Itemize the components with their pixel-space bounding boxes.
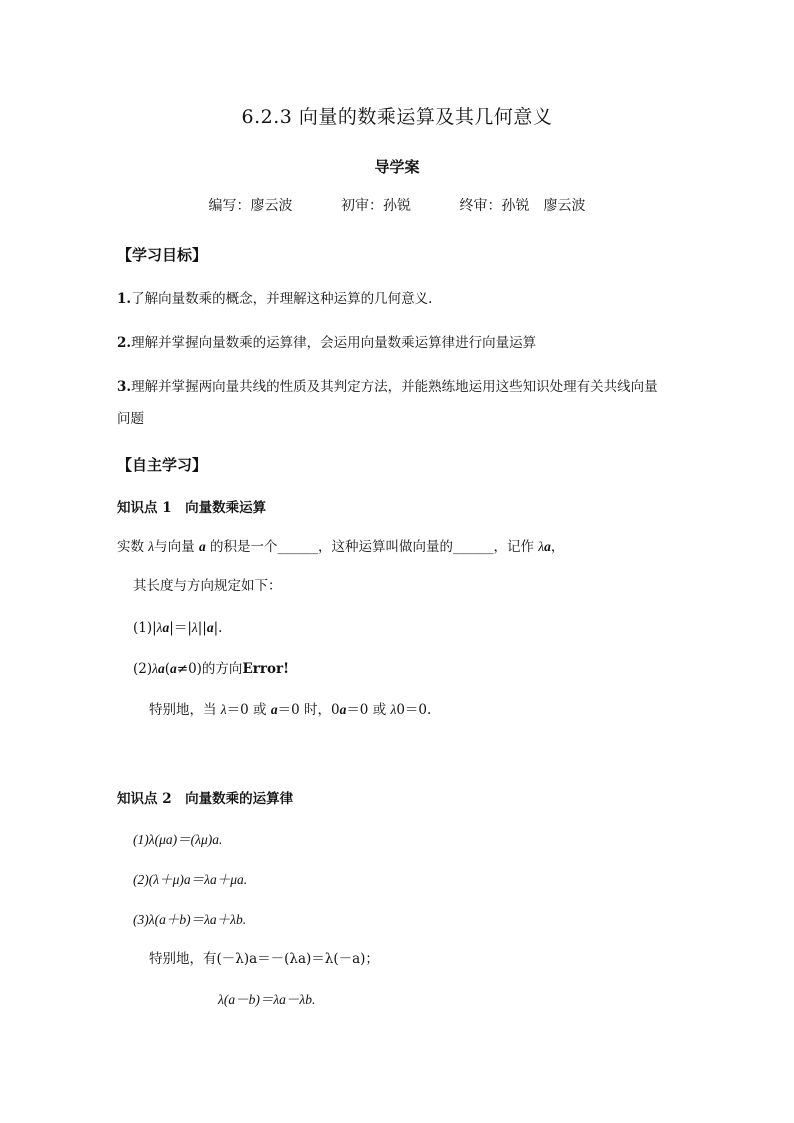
law-2: (2)(λ＋μ)a＝λa＋μa. <box>133 872 248 887</box>
law-special-2: λ(a－b)＝λa－λb. <box>218 992 316 1007</box>
goal-item-2: 2.理解并掌握向量数乘的运算律，会运用向量数乘运算律进行向量运算 <box>117 335 537 351</box>
point1-definition: 实数 λ与向量 a 的积是一个______，这种运算叫做向量的______，记作 λa， <box>117 539 565 555</box>
page-subtitle: 导学案 <box>374 158 420 176</box>
law-1: (1)λ(μa)＝(λμ)a. <box>133 832 223 847</box>
point1-rule-direction: (2)λa(a≠0)的方向Error! <box>133 661 289 677</box>
authors-line <box>0 199 794 213</box>
point1-special-case: 特别地，当 λ＝0 或 a＝0 时，0a＝0 或 λ0＝0. <box>149 702 432 718</box>
law-special-1: 特别地，有(－λ)a＝－(λa)＝λ(－a)； <box>149 951 379 967</box>
author-first-review: 初审：孙锐 <box>341 198 411 214</box>
knowledge-point-1-title: 知识点 1 向量数乘运算 <box>117 500 267 516</box>
page-title: 6.2.3 向量的数乘运算及其几何意义 <box>241 106 553 128</box>
author-final-review: 终审：孙锐 廖云波 <box>459 198 586 214</box>
goals-heading: 【学习目标】 <box>117 246 208 264</box>
goal-item-3-continued: 问题 <box>117 411 144 427</box>
knowledge-point-2-title: 知识点 2 向量数乘的运算律 <box>117 791 294 807</box>
self-study-heading: 【自主学习】 <box>117 456 208 474</box>
point1-rule-length: (1)|λa|＝|λ||a|. <box>133 620 223 636</box>
author-writer: 编写：廖云波 <box>208 198 293 214</box>
goal-item-1: 1.了解向量数乘的概念，并理解这种运算的几何意义. <box>117 291 433 307</box>
goal-item-3: 3.理解并掌握两向量共线的性质及其判定方法，并能熟练地运用这些知识处理有关共线向量 <box>117 379 658 395</box>
law-3: (3)λ(a＋b)＝λa＋λb. <box>133 912 247 927</box>
point1-rule-intro: 其长度与方向规定如下： <box>133 578 282 594</box>
